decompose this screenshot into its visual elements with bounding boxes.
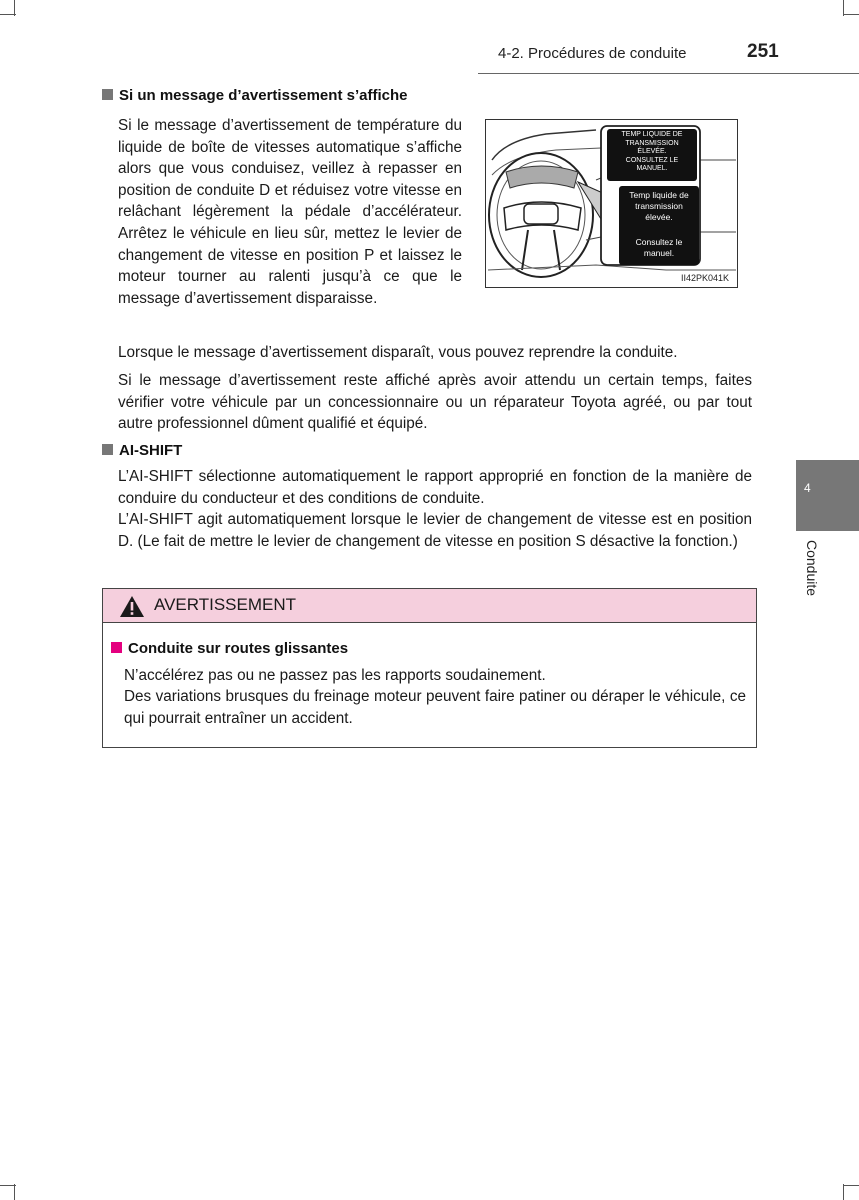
crop-mark <box>14 1184 15 1200</box>
crop-mark <box>843 14 859 15</box>
crop-mark <box>0 14 16 15</box>
lcd-text: CONSULTEZ LE <box>625 156 679 164</box>
warning-header <box>103 589 756 623</box>
page-number: 251 <box>747 41 779 62</box>
section-title-text: Si un message d’avertissement s’affiche <box>119 87 408 104</box>
chapter-label <box>804 540 824 610</box>
lcd-text: TEMP LIQUIDE DE <box>621 131 683 138</box>
paragraph: L’AI-SHIFT agit automatiquement lorsque le levier de changement de vitesse est en position D. (Le fait de mettre le levier de changement de vitesse en position S désactive la fonction.) <box>118 511 752 550</box>
square-bullet-icon <box>102 89 113 100</box>
lcd-text: MANUEL. <box>636 165 668 173</box>
lcd-message-uppercase <box>607 129 697 181</box>
crop-mark <box>0 1185 16 1186</box>
section-title-ai-shift <box>102 442 182 459</box>
warning-paragraph: Des variations brusques du freinage moteur peuvent faire patiner ou déraper le véhicule, ce qui pourrait entraîner un accident. <box>124 688 746 727</box>
dashboard-illustration <box>485 119 738 288</box>
chapter-number: 4 <box>804 481 811 495</box>
section-title-text: AI-SHIFT <box>119 442 183 459</box>
crop-mark <box>843 1185 859 1186</box>
paragraph: Si le message d’avertissement reste affiché après avoir attendu un certain temps, faites vérifier votre véhicule par un concessionnaire ou un réparateur Toyota agréé, ou par tout autre professionnel dûment qualifié et équipé. <box>118 372 752 433</box>
crop-mark <box>843 1184 844 1200</box>
lcd-text: transmission <box>635 201 683 211</box>
lcd-text: élevée. <box>645 212 673 222</box>
section-title-warning-message <box>102 87 407 104</box>
lcd-text: Consultez le <box>635 237 683 247</box>
paragraph: Si le message d’avertissement de température du liquide de boîte de vitesses automatique s’affiche alors que vous conduisez, veillez à repasser en position de conduite D et réduisez votre vitesse en relâchant légèrement la pédale d’accélérateur. Arrêtez le véhicule en lieu sûr, mettez le levier de changement de vitesse en position P et laissez le moteur tourner au ralenti jusqu’à ce que le message d’avertissement disparaisse. <box>118 117 462 307</box>
lcd-text: ÉLEVÉE. <box>637 148 667 156</box>
figure-code: II42PK041K <box>680 273 729 283</box>
lcd-text: Temp liquide de <box>629 190 689 200</box>
magenta-square-bullet-icon <box>111 642 122 653</box>
paragraph: L’AI-SHIFT sélectionne automatiquement le rapport approprié en fonction de la manière de conduire du conducteur et des conditions de conduite. <box>118 468 752 507</box>
warning-title: AVERTISSEMENT <box>154 595 297 614</box>
header-rule <box>478 73 859 74</box>
warning-triangle-icon <box>119 595 145 618</box>
warning-paragraph: N’accélérez pas ou ne passez pas les rapports soudainement. <box>124 667 546 684</box>
warning-box <box>102 588 757 748</box>
running-header: 4-2. Procédures de conduite <box>498 45 687 62</box>
chapter-tab <box>796 460 859 531</box>
lcd-message-mixedcase <box>619 186 699 265</box>
square-bullet-icon <box>102 444 113 455</box>
warning-subtitle-text: Conduite sur routes glissantes <box>128 640 349 657</box>
lcd-text: TRANSMISSION <box>625 139 679 147</box>
warning-subtitle <box>111 640 348 657</box>
paragraph: Lorsque le message d’avertissement disparaît, vous pouvez reprendre la conduite. <box>118 344 678 361</box>
chapter-label-text: Conduite <box>804 540 820 597</box>
lcd-text: manuel. <box>643 248 675 258</box>
